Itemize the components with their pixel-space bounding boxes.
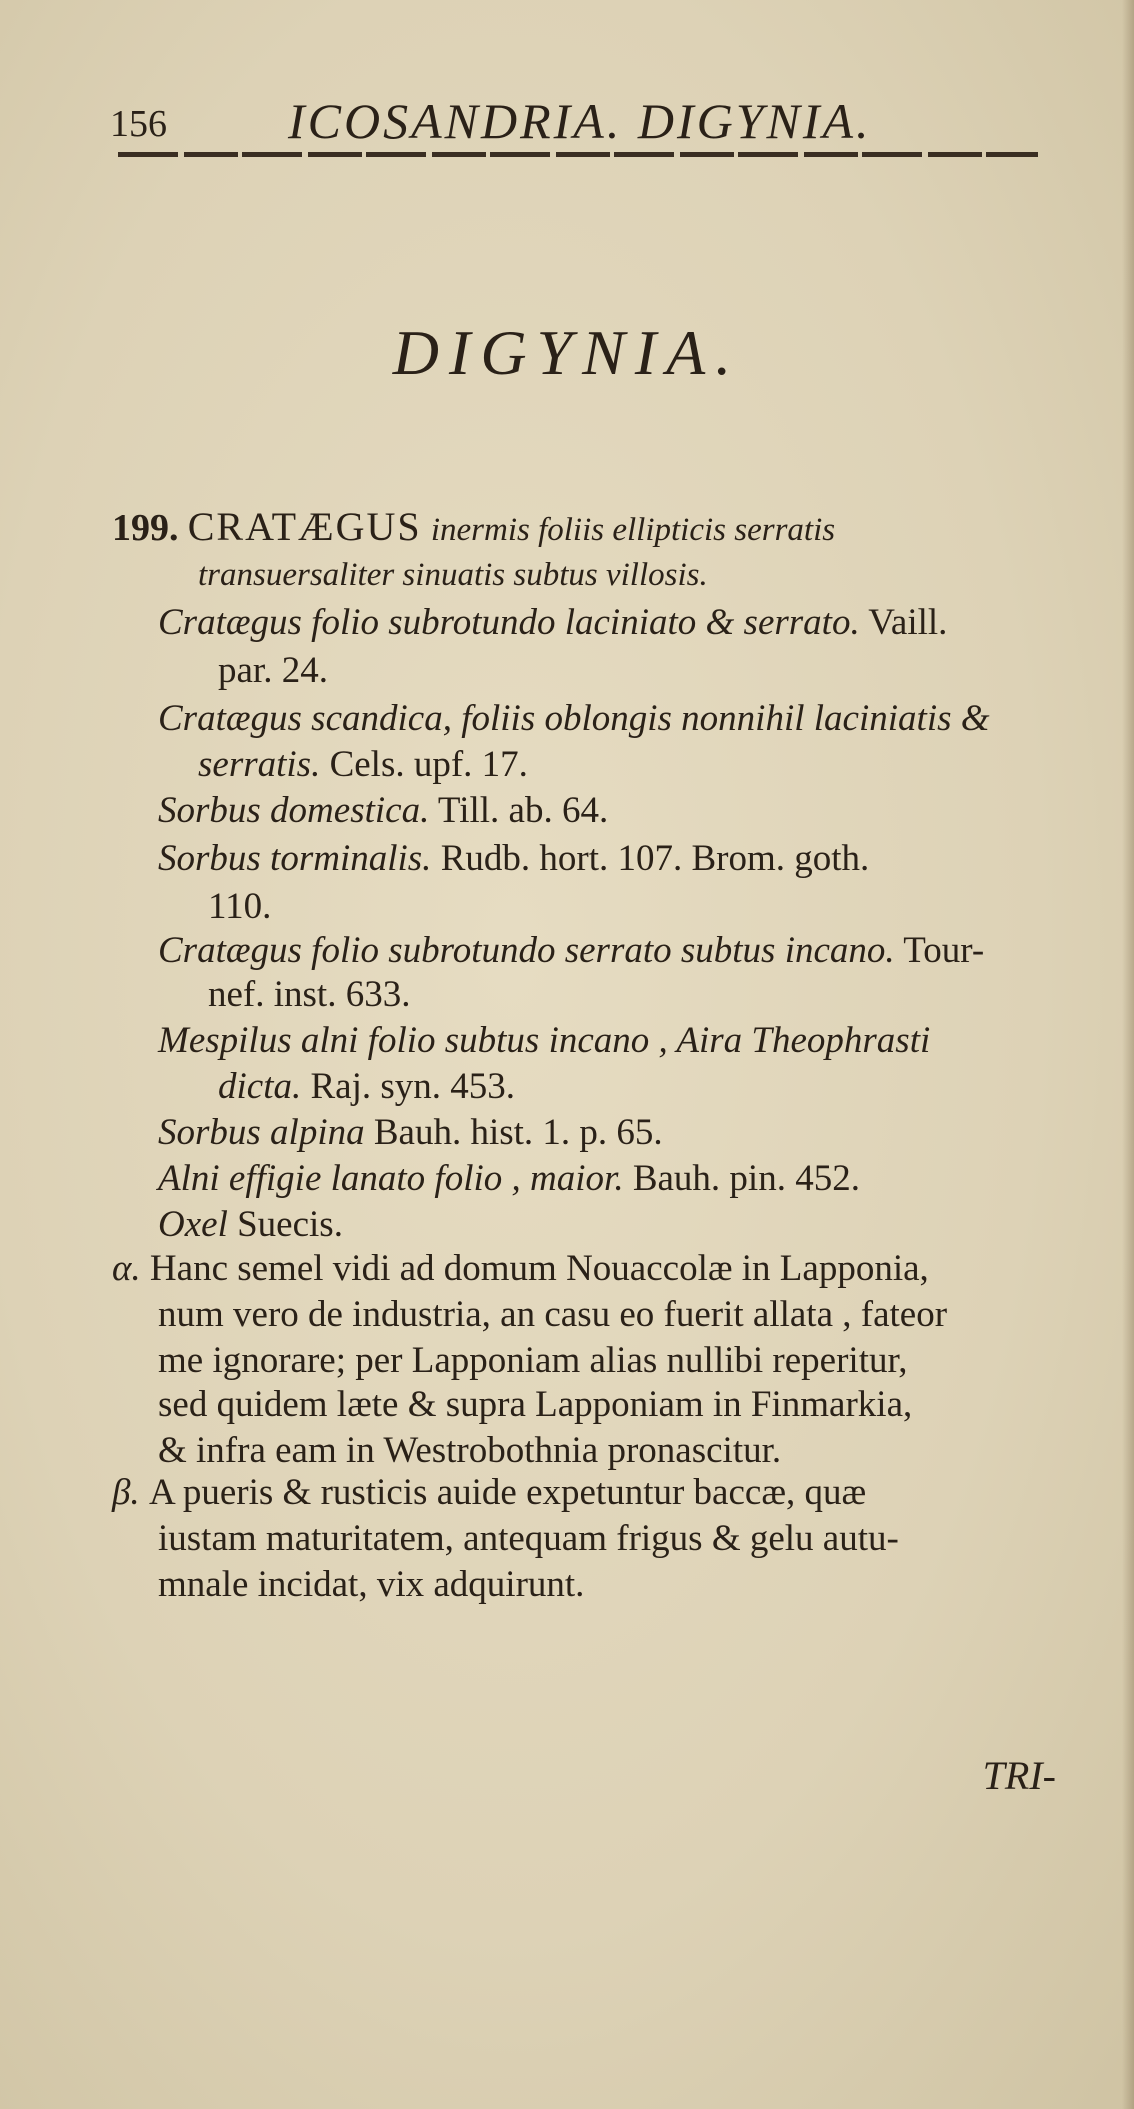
synonym-line [158, 697, 990, 741]
entry-heading [112, 505, 835, 552]
note-text: mnale incidat, vix adquirunt. [158, 1564, 585, 1605]
synonym-line [158, 601, 947, 645]
diagnosis-line-2: transuersaliter sinuatis subtus villosis. [198, 557, 708, 593]
page-number: 156 [110, 103, 167, 145]
note-line [158, 1339, 908, 1383]
diagnosis-line-1: inermis foliis ellipticis serratis [430, 512, 836, 548]
synonym-italic: Mespilus alni folio subtus incano , Aira Theophrasti [158, 1020, 931, 1061]
note-text: iustam maturitatem, antequam frigus & gelu autu- [158, 1518, 899, 1559]
note-text: sed quidem læte & supra Lapponiam in Finmarkia, [158, 1384, 913, 1425]
synonym-italic: Oxel [158, 1204, 228, 1245]
synonym-italic: Sorbus torminalis. [158, 838, 432, 879]
synonym-line [198, 743, 528, 787]
synonym-italic: Sorbus alpina [158, 1112, 365, 1153]
synonym-line [158, 1157, 860, 1201]
synonym-line [158, 1203, 343, 1247]
synonym-citation: Bauh. hist. 1. p. 65. [373, 1112, 663, 1153]
entry-number: 199. [112, 507, 179, 549]
note-line [158, 1563, 584, 1607]
note-line [112, 1471, 866, 1515]
synonym-citation: nef. inst. 633. [208, 974, 411, 1015]
header-rule [118, 152, 1038, 157]
genus-name: CRATÆGUS [187, 504, 422, 549]
note-marker: α. [112, 1248, 141, 1289]
note-text: A pueris & rusticis auide expetuntur baccæ, quæ [148, 1472, 867, 1513]
synonym-italic: dicta. [218, 1066, 302, 1107]
note-text: & infra eam in Westrobothnia pronascitur. [158, 1430, 782, 1471]
synonym-italic: Alni effigie lanato folio , maior. [158, 1158, 624, 1199]
section-title: DIGYNIA. [392, 317, 742, 388]
note-text: me ignorare; per Lapponiam alias nullibi reperitur, [158, 1340, 908, 1381]
synonym-line [158, 1111, 663, 1155]
note-line [112, 1247, 929, 1291]
synonym-italic: Cratægus folio subrotundo laciniato & serrato. [158, 602, 860, 643]
synonym-italic: serratis. [198, 744, 321, 785]
synonym-citation: Cels. upf. 17. [329, 744, 528, 785]
synonym-italic: Cratægus scandica, foliis oblongis nonnihil laciniatis & [158, 698, 990, 739]
synonym-citation: Bauh. pin. 452. [632, 1158, 860, 1199]
synonym-line [208, 973, 410, 1017]
synonym-citation: Suecis. [237, 1204, 343, 1245]
synonym-citation: Raj. syn. 453. [310, 1066, 516, 1107]
running-title: ICOSANDRIA. DIGYNIA. [288, 93, 872, 149]
note-line [158, 1517, 899, 1561]
synonym-citation: par. 24. [218, 650, 328, 691]
note-text: num vero de industria, an casu eo fuerit allata , fateor [158, 1294, 948, 1335]
synonym-citation: Vaill. [868, 602, 948, 643]
catchword: TRI- [982, 1753, 1056, 1798]
synonym-italic: Sorbus domestica. [158, 790, 430, 831]
synonym-citation: 110. [208, 886, 272, 927]
note-line [158, 1383, 912, 1427]
running-head [110, 92, 1040, 152]
synonym-line [158, 1019, 930, 1063]
synonym-line [158, 929, 984, 973]
synonym-line [218, 1065, 515, 1109]
note-line [158, 1429, 781, 1473]
note-line [158, 1293, 947, 1337]
synonym-citation: Till. ab. 64. [437, 790, 609, 831]
synonym-italic: Cratægus folio subrotundo serrato subtus incano. [158, 930, 895, 971]
synonym-line [208, 885, 271, 929]
synonym-line [158, 789, 608, 833]
note-text: Hanc semel vidi ad domum Nouaccolæ in Lapponia, [149, 1248, 929, 1289]
synonym-citation: Rudb. hort. 107. Brom. goth. [440, 838, 870, 879]
synonym-line [218, 649, 328, 693]
synonym-line [158, 837, 869, 881]
synonym-citation: Tour- [903, 930, 985, 971]
note-marker: β. [112, 1472, 140, 1513]
